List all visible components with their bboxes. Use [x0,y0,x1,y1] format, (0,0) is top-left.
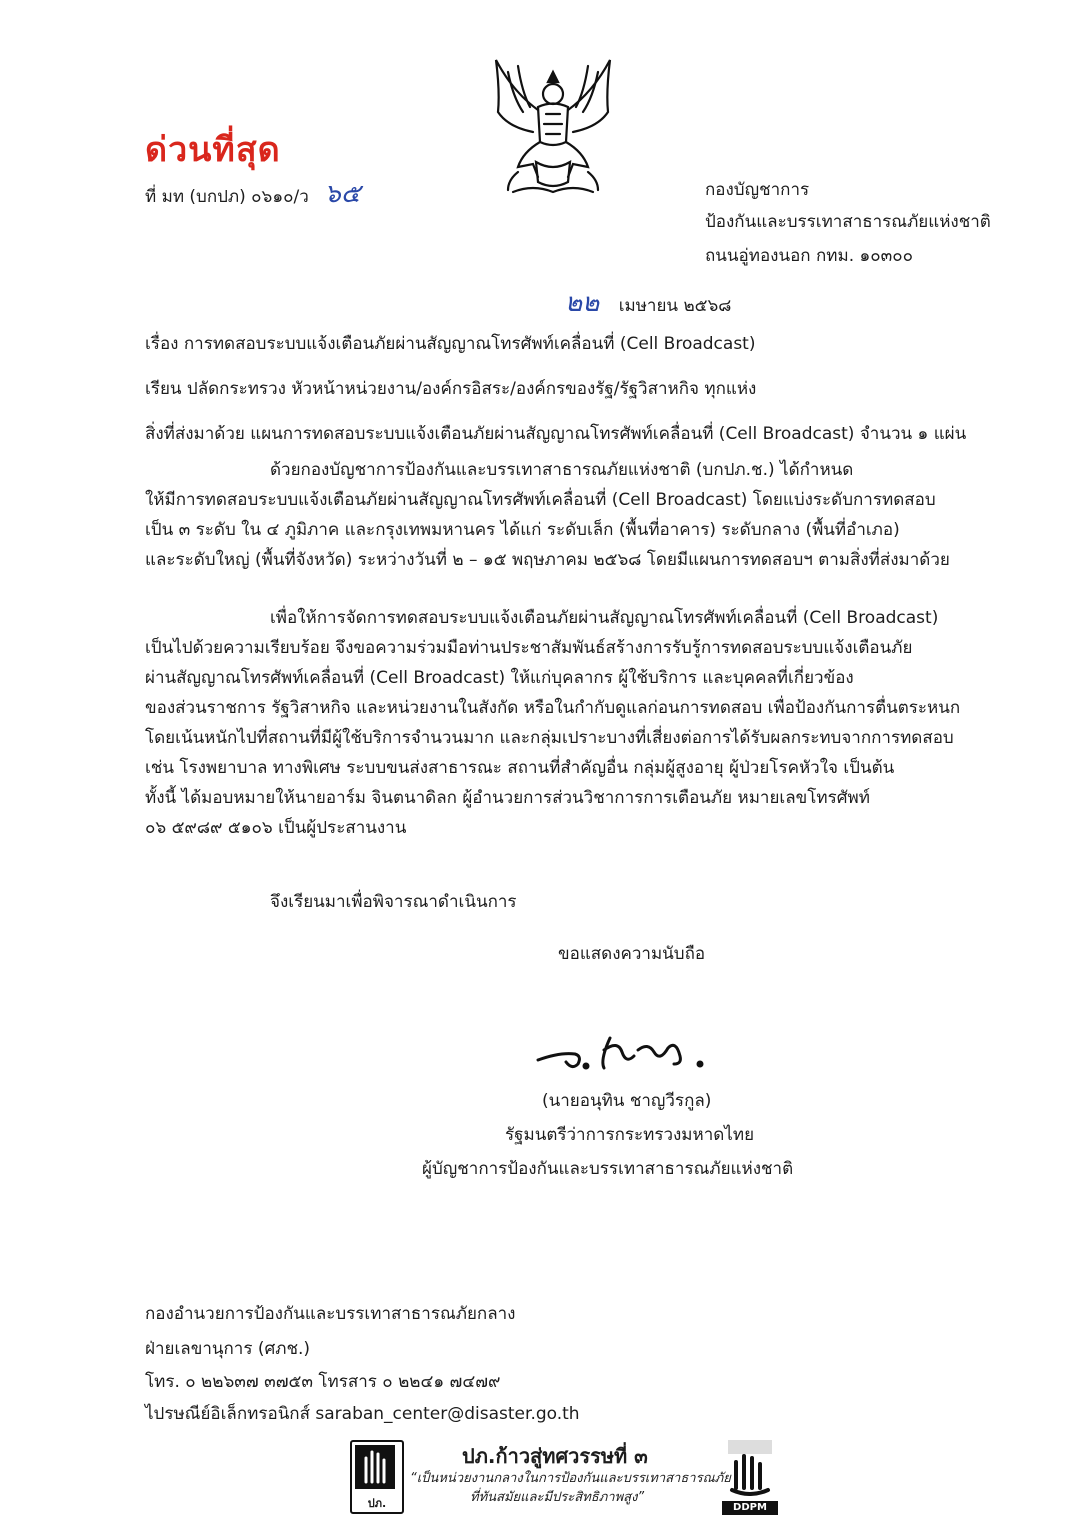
ddpm-hand-logo-left [350,1440,404,1514]
signatory-name: (นายอนุทิน ชาญวีรกูล) [542,1091,712,1111]
ddpm-hand-icon [722,1438,778,1496]
garuda-emblem [478,52,628,202]
sender-address: ถนนอู่ทองนอก กทม. ๑๐๓๐๐ [705,246,914,266]
enclosure-line: สิ่งที่ส่งมาด้วย แผนการทดสอบระบบแจ้งเตือนภัยผ่านสัญญาณโทรศัพท์เคลื่อนที่ (Cell Broadcast) จำนวน ๑ แผ่น [145,424,967,444]
footer-phone-fax: โทร. ๐ ๒๒๖๓๗ ๓๗๕๓ โทรสาร ๐ ๒๒๔๑ ๗๔๗๙ [145,1372,501,1392]
paragraph-line: เช่น โรงพยาบาล ทางพิเศษ ระบบขนส่งสาธารณะ สถานที่สำคัญอื่น กลุ่มผู้สูงอายุ ผู้ป่วยโรคหัวใจ เป็นต้น [145,758,895,778]
paragraph-line: และระดับใหญ่ (พื้นที่จังหวัด) ระหว่างวันที่ ๒ – ๑๕ พฤษภาคม ๒๕๖๘ โดยมีแผนการทดสอบฯ ตามสิ่งที่ส่งมาด้วย [145,550,950,570]
paragraph-line: ๐๖ ๕๙๘๙ ๕๑๐๖ เป็นผู้ประสานงาน [145,818,407,838]
paragraph-line: เพื่อให้การจัดการทดสอบระบบแจ้งเตือนภัยผ่านสัญญาณโทรศัพท์เคลื่อนที่ (Cell Broadcast) [270,608,939,628]
footer-section: ฝ่ายเลขานุการ (ศภช.) [145,1339,311,1359]
signatory-title-1: รัฐมนตรีว่าการกระทรวงมหาดไทย [505,1125,755,1145]
banner-slogan-line2: ที่ทันสมัยและมีประสิทธิภาพสูง” [470,1490,645,1505]
banner-slogan-line1: “เป็นหน่วยงานกลางในการป้องกันและบรรเทาสาธารณภัย [410,1471,731,1486]
paragraph-line: เป็นไปด้วยความเรียบร้อย จึงขอความร่วมมือท่านประชาสัมพันธ์สร้างการรับรู้การทดสอบระบบแจ้งเตือนภัย [145,638,913,658]
body-paragraph-2 [145,603,980,843]
date-month-year: เมษายน ๒๕๖๘ [618,296,732,316]
salutation: ขอแสดงความนับถือ [558,944,706,964]
paragraph-line: ให้มีการทดสอบระบบแจ้งเตือนภัยผ่านสัญญาณโทรศัพท์เคลื่อนที่ (Cell Broadcast) โดยแบ่งระดับการทดสอบ [145,490,936,510]
body-paragraph-1 [145,455,980,575]
banner-title: ปภ.ก้าวสู่ทศวรรษที่ ๓ [462,1444,648,1468]
reference-number [145,173,360,214]
paragraph-line: ทั้งนี้ ได้มอบหมายให้นายอาร์ม จินตนาดิลก ผู้อำนวยการส่วนวิชาการการเตือนภัย หมายเลขโทรศัพท์ [145,788,870,808]
paragraph-line: ผ่านสัญญาณโทรศัพท์เคลื่อนที่ (Cell Broadcast) ให้แก่บุคลากร ผู้ใช้บริการ และบุคคลที่เกี่ยวข้อง [145,668,854,688]
footer-email: ไปรษณีย์อิเล็กทรอนิกส์ saraban_center@disaster.go.th [145,1404,580,1424]
ddpm-logo-right [722,1438,778,1514]
hand-icon [352,1442,398,1492]
letter-date [565,282,731,323]
handwritten-ref-number: ๖๕ [324,179,361,209]
closing-request: จึงเรียนมาเพื่อพิจารณาดำเนินการ [270,892,517,912]
paragraph-line: ของส่วนราชการ รัฐวิสาหกิจ และหน่วยงานในสังกัด หรือในกำกับดูแลก่อนการทดสอบ เพื่อป้องกันการตื่นตระหนก [145,698,961,718]
signatory-title-2: ผู้บัญชาการป้องกันและบรรเทาสาธารณภัยแห่งชาติ [422,1159,794,1179]
reference-prefix: ที่ มท (บกปภ) ๐๖๑๐/ว [145,187,309,207]
signature [530,1030,720,1080]
left-logo-text: ปภ. [367,1497,387,1510]
subject-line: เรื่อง การทดสอบระบบแจ้งเตือนภัยผ่านสัญญาณโทรศัพท์เคลื่อนที่ (Cell Broadcast) [145,334,756,354]
urgency-label: ด่วนที่สุด [145,130,281,170]
paragraph-line: ด้วยกองบัญชาการป้องกันและบรรเทาสาธารณภัยแห่งชาติ (บกปภ.ช.) ได้กำหนด [270,460,854,480]
footer-department: กองอำนวยการป้องกันและบรรเทาสาธารณภัยกลาง [145,1304,516,1324]
handwritten-date-day: ๒๒ [565,288,600,318]
sender-org-line1: กองบัญชาการ [705,180,810,200]
right-logo-text: DDPM [722,1501,778,1515]
sender-org-line2: ป้องกันและบรรเทาสาธารณภัยแห่งชาติ [705,212,991,232]
recipient-line: เรียน ปลัดกระทรวง หัวหน้าหน่วยงาน/องค์กรอิสระ/องค์กรของรัฐ/รัฐวิสาหกิจ ทุกแห่ง [145,379,757,399]
paragraph-line: โดยเน้นหนักไปที่สถานที่มีผู้ใช้บริการจำนวนมาก และกลุ่มเปราะบางที่เสี่ยงต่อการได้รับผลกระทบจากการทดสอบ [145,728,954,748]
paragraph-line: เป็น ๓ ระดับ ใน ๔ ภูมิภาค และกรุงเทพมหานคร ได้แก่ ระดับเล็ก (พื้นที่อาคาร) ระดับกลาง (พื้นที่อำเภอ) [145,520,900,540]
